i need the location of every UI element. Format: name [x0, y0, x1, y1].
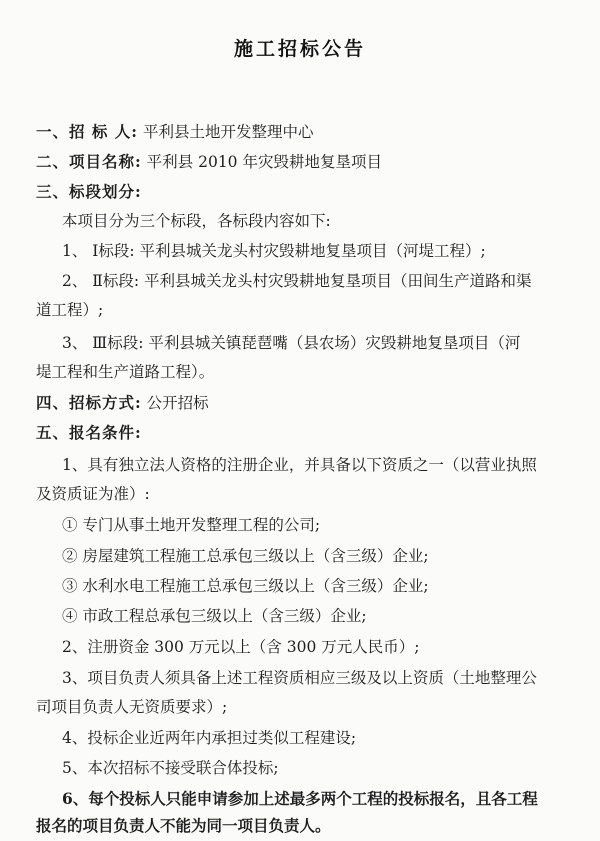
qualification-4: ④ 市政工程总承包三级以上（含三级）企业;	[62, 607, 367, 625]
condition-1-line-1: 1、具有独立法人资格的注册企业，并具备以下资质之一（以营业执照	[62, 456, 537, 474]
qualification-1: ① 专门从事土地开发整理工程的公司;	[62, 516, 321, 534]
tenderer-row	[36, 122, 576, 142]
condition-4: 4、投标企业近两年内承担过类似工程建设;	[62, 729, 357, 747]
condition-3-line-1: 3、项目负责人须具备上述工程资质相应三级及以上资质（土地整理公	[62, 669, 537, 687]
project-name-label: 二、项目名称:	[36, 152, 142, 171]
lot-division-row	[36, 182, 576, 202]
page-title: 施工招标公告	[233, 38, 366, 60]
condition-1-line-2: 及资质证为准）:	[36, 485, 150, 503]
lot-item-1: 1、 Ⅰ标段: 平利县城关龙头村灾毁耕地复垦项目（河堤工程）;	[62, 242, 486, 260]
condition-3-line-2: 司项目负责人无资质要求）;	[36, 698, 228, 716]
registration-conditions-row	[36, 423, 576, 443]
lot-item-2-line-2: 道工程）;	[36, 301, 104, 319]
qualification-2: ② 房屋建筑工程施工总承包三级以上（含三级）企业;	[62, 547, 429, 565]
tender-method-value: 公开招标	[146, 394, 209, 412]
condition-2: 2、注册资金 300 万元以上（含 300 万元人民币）;	[62, 638, 420, 656]
tender-method-row	[36, 393, 576, 413]
lot-item-2-line-1: 2、 Ⅱ标段: 平利县城关龙头村灾毁耕地复垦项目（田间生产道路和渠	[62, 272, 532, 290]
lot-intro: 本项目分为三个标段，各标段内容如下:	[62, 212, 331, 230]
condition-6-line-2: 报名的项目负责人不能为同一项目负责人。	[36, 816, 331, 835]
condition-6-line-1: 6、每个投标人只能申请参加上述最多两个工程的投标报名，且各工程	[62, 789, 538, 808]
tenderer-value: 平利县土地开发整理中心	[142, 123, 314, 141]
project-name-row	[36, 152, 576, 172]
condition-5: 5、本次招标不接受联合体投标;	[62, 759, 279, 777]
lot-division-label: 三、标段划分:	[36, 182, 142, 201]
lot-item-3-line-1: 3、 Ⅲ标段: 平利县城关镇琵琶嘴（县农场）灾毁耕地复垦项目（河	[62, 334, 521, 352]
registration-conditions-label: 五、报名条件:	[36, 423, 142, 442]
lot-item-3-line-2: 堤工程和生产道路工程）。	[36, 363, 215, 381]
project-name-value: 平利县 2010 年灾毁耕地复垦项目	[146, 153, 382, 171]
tender-method-label: 四、招标方式:	[36, 393, 142, 412]
qualification-3: ③ 水利水电工程施工总承包三级以上（含三级）企业;	[62, 577, 429, 595]
tenderer-label: 一、招 标 人:	[36, 122, 139, 141]
